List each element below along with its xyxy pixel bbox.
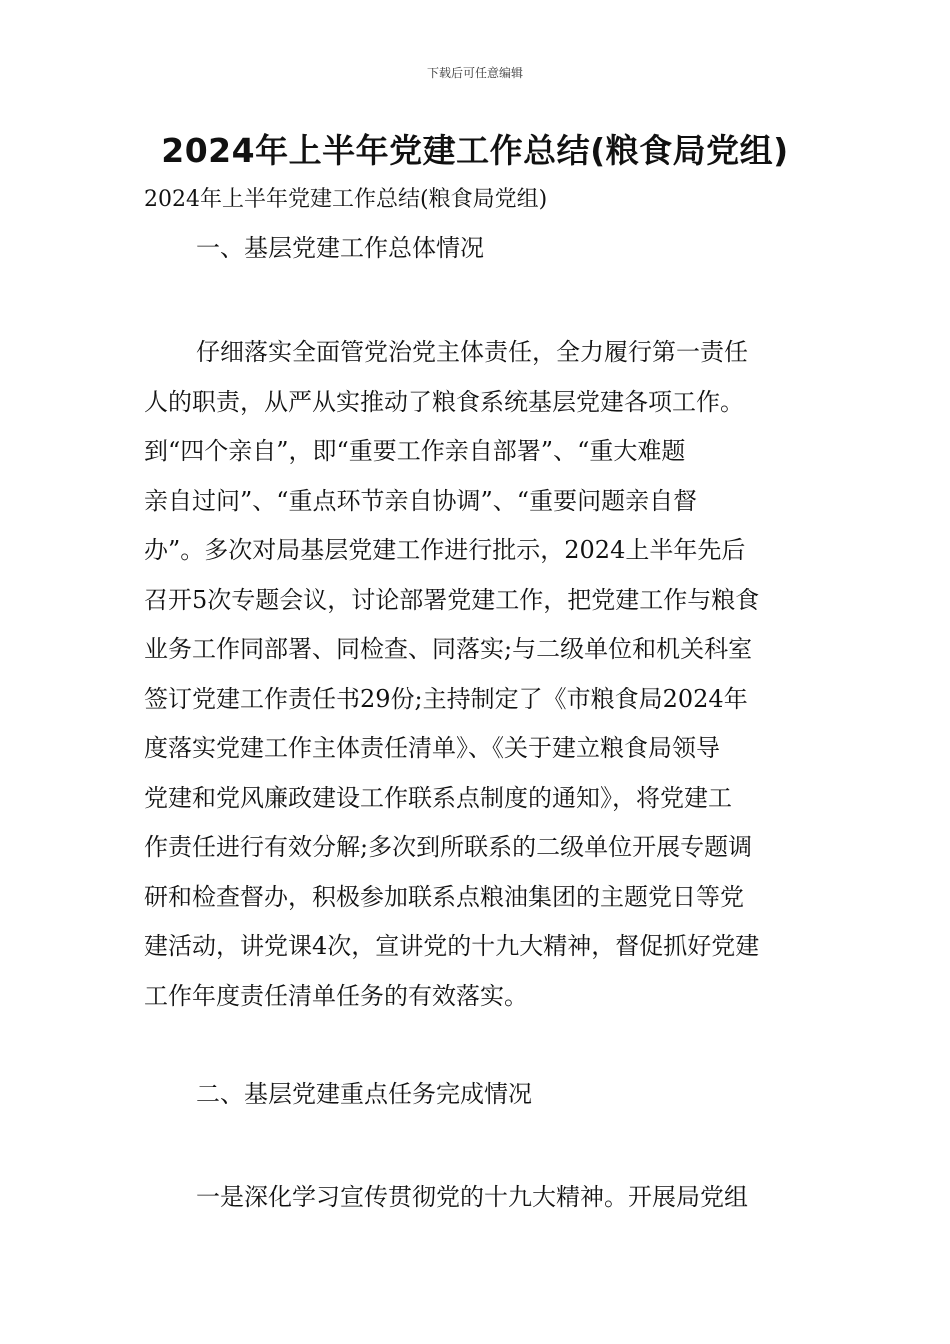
paragraph-line: 亲自过问”、“重点环节亲自协调”、“重要问题亲自督 — [144, 486, 698, 515]
section-1-heading: 一、基层党建工作总体情况 — [196, 234, 484, 262]
paragraph-line: 召开5次专题会议，讨论部署党建工作，把党建工作与粮食 — [144, 585, 760, 614]
paragraph-2 — [144, 1173, 809, 1223]
paragraph-1 — [144, 328, 809, 1021]
paragraph-line: 到“四个亲自”，即“重要工作亲自部署”、“重大难题 — [144, 437, 686, 465]
document-subtitle: 2024年上半年党建工作总结(粮食局党组) — [144, 187, 548, 212]
paragraph-line: 签订党建工作责任书29份;主持制定了《市粮食局2024年 — [144, 684, 748, 713]
paragraph-line: 仔细落实全面管党治党主体责任，全力履行第一责任 — [196, 338, 748, 366]
paragraph-line: 建活动，讲党课4次，宣讲党的十九大精神，督促抓好党建 — [144, 932, 760, 960]
paragraph-line: 工作年度责任清单任务的有效落实。 — [144, 981, 528, 1010]
paragraph-line: 一是深化学习宣传贯彻党的十九大精神。开展局党组 — [196, 1183, 748, 1211]
paragraph-line: 作责任进行有效分解;多次到所联系的二级单位开展专题调 — [144, 833, 753, 861]
paragraph-line: 党建和党风廉政建设工作联系点制度的通知》，将党建工 — [144, 783, 732, 812]
section-2-heading: 二、基层党建重点任务完成情况 — [196, 1080, 532, 1108]
paragraph-line: 业务工作同部署、同检查、同落实;与二级单位和机关科室 — [144, 635, 753, 663]
paragraph-line: 研和检查督办，积极参加联系点粮油集团的主题党日等党 — [144, 882, 744, 911]
paragraph-line: 度落实党建工作主体责任清单》、《关于建立粮食局领导 — [144, 734, 720, 762]
page-header: 下载后可任意编辑 — [426, 66, 523, 80]
paragraph-line: 办”。多次对局基层党建工作进行批示，2024上半年先后 — [144, 536, 746, 564]
document-title: 2024年上半年党建工作总结(粮食局党组) — [161, 131, 789, 170]
paragraph-line: 人的职责，从严从实推动了粮食系统基层党建各项工作。 — [144, 387, 744, 416]
